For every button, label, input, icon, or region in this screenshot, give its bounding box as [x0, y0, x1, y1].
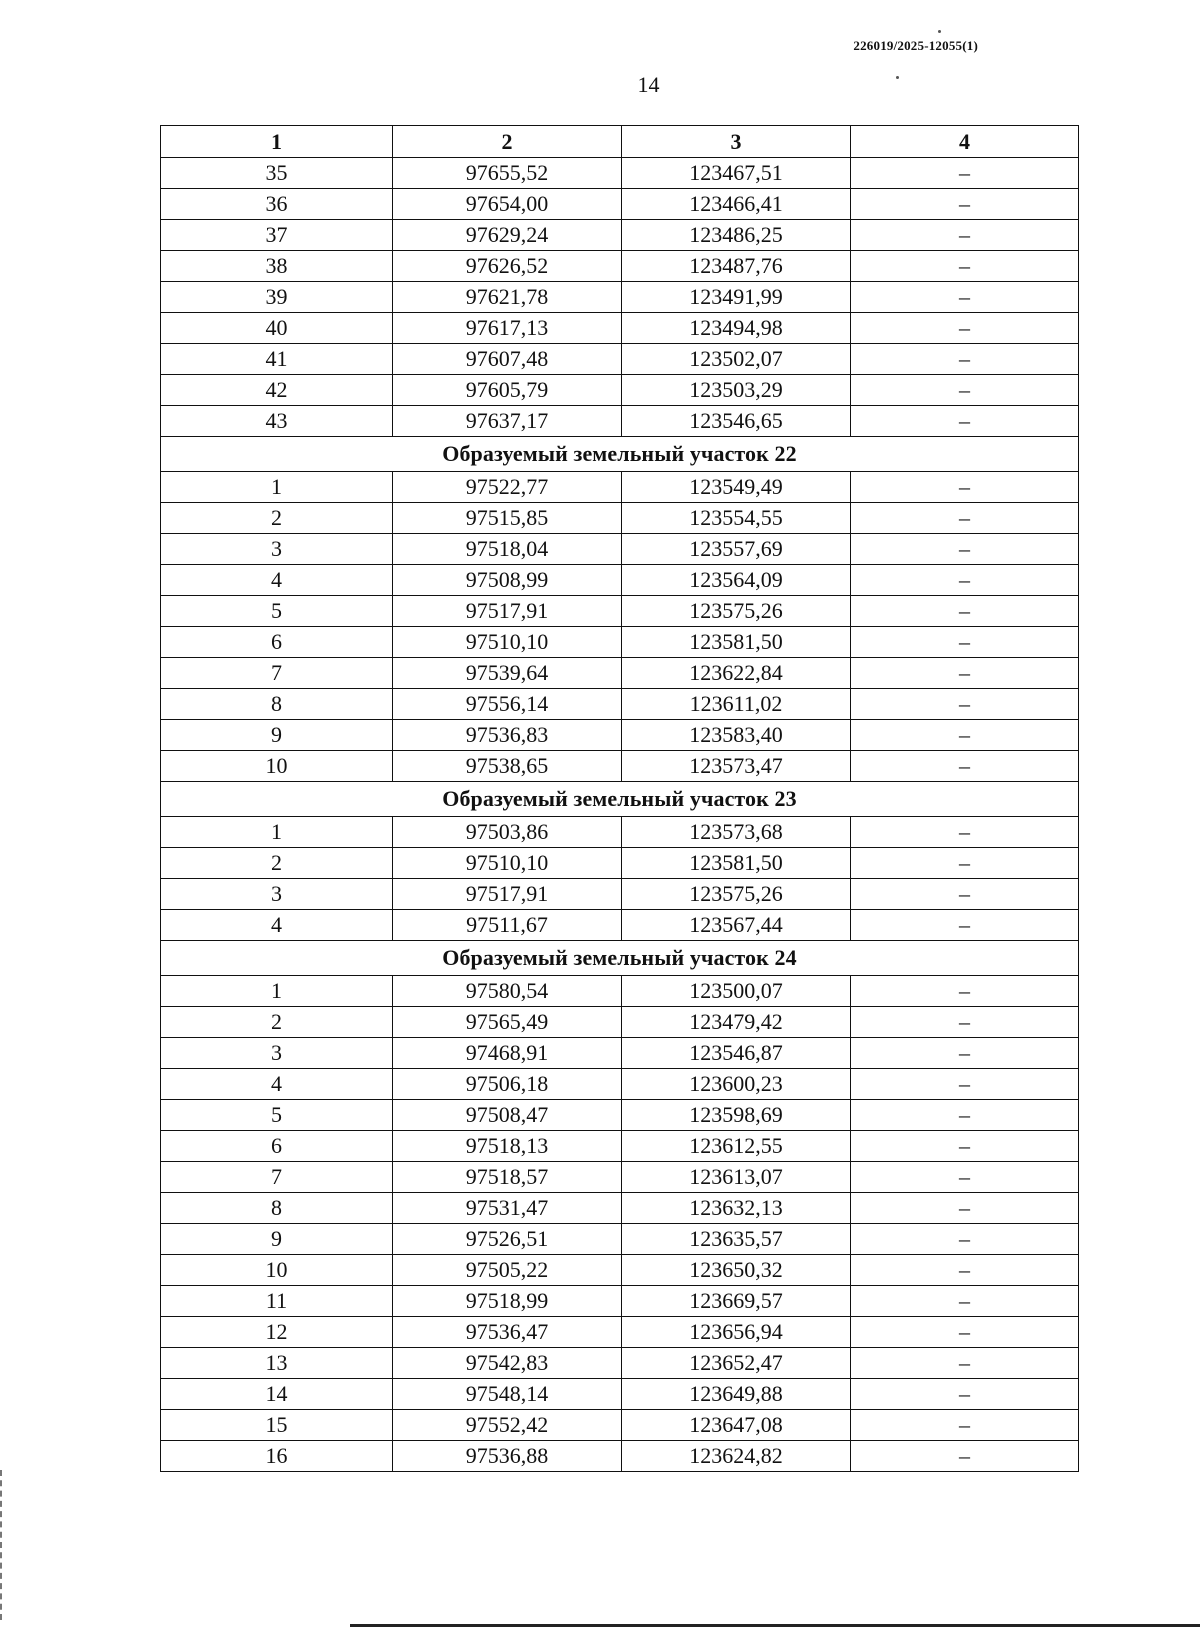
- note-cell: –: [851, 1286, 1079, 1317]
- y-coordinate-cell: 123647,08: [622, 1410, 851, 1441]
- x-coordinate-cell: 97518,04: [393, 534, 622, 565]
- table-row: [161, 817, 1079, 848]
- point-number-cell: 3: [161, 879, 393, 910]
- note-cell: –: [851, 406, 1079, 437]
- x-coordinate-cell: 97526,51: [393, 1224, 622, 1255]
- table-row: [161, 1069, 1079, 1100]
- table-row: [161, 1255, 1079, 1286]
- header-row: [161, 126, 1079, 158]
- note-cell: –: [851, 472, 1079, 503]
- section-title-row: [161, 782, 1079, 817]
- document-registration-number: 226019/2025-12055(1): [853, 38, 978, 53]
- table-row: [161, 1410, 1079, 1441]
- point-number-cell: 1: [161, 976, 393, 1007]
- point-number-cell: 4: [161, 1069, 393, 1100]
- table-row: [161, 1224, 1079, 1255]
- table-row: [161, 1131, 1079, 1162]
- y-coordinate-cell: 123546,65: [622, 406, 851, 437]
- x-coordinate-cell: 97531,47: [393, 1193, 622, 1224]
- x-coordinate-cell: 97505,22: [393, 1255, 622, 1286]
- y-coordinate-cell: 123487,76: [622, 251, 851, 282]
- y-coordinate-cell: 123622,84: [622, 658, 851, 689]
- x-coordinate-cell: 97536,83: [393, 720, 622, 751]
- table-row: [161, 1100, 1079, 1131]
- y-coordinate-cell: 123669,57: [622, 1286, 851, 1317]
- point-number-cell: 3: [161, 1038, 393, 1069]
- note-cell: –: [851, 1317, 1079, 1348]
- table-row: [161, 503, 1079, 534]
- note-cell: –: [851, 910, 1079, 941]
- note-cell: –: [851, 1162, 1079, 1193]
- x-coordinate-cell: 97508,99: [393, 565, 622, 596]
- x-coordinate-cell: 97510,10: [393, 627, 622, 658]
- y-coordinate-cell: 123652,47: [622, 1348, 851, 1379]
- table-row: [161, 658, 1079, 689]
- point-number-cell: 15: [161, 1410, 393, 1441]
- point-number-cell: 5: [161, 1100, 393, 1131]
- table-row: [161, 313, 1079, 344]
- table-row: [161, 848, 1079, 879]
- x-coordinate-cell: 97629,24: [393, 220, 622, 251]
- y-coordinate-cell: 123503,29: [622, 375, 851, 406]
- point-number-cell: 37: [161, 220, 393, 251]
- x-coordinate-cell: 97518,13: [393, 1131, 622, 1162]
- table-row: [161, 1193, 1079, 1224]
- note-cell: –: [851, 1131, 1079, 1162]
- note-cell: –: [851, 1007, 1079, 1038]
- table-row: [161, 910, 1079, 941]
- table-row: [161, 344, 1079, 375]
- section-title-row: [161, 437, 1079, 472]
- note-cell: –: [851, 658, 1079, 689]
- y-coordinate-cell: 123549,49: [622, 472, 851, 503]
- point-number-cell: 5: [161, 596, 393, 627]
- table-row: [161, 1379, 1079, 1410]
- point-number-cell: 43: [161, 406, 393, 437]
- note-cell: –: [851, 282, 1079, 313]
- note-cell: –: [851, 879, 1079, 910]
- table-row: [161, 189, 1079, 220]
- y-coordinate-cell: 123635,57: [622, 1224, 851, 1255]
- x-coordinate-cell: 97506,18: [393, 1069, 622, 1100]
- note-cell: –: [851, 1441, 1079, 1472]
- x-coordinate-cell: 97517,91: [393, 879, 622, 910]
- note-cell: –: [851, 627, 1079, 658]
- table-row: [161, 1348, 1079, 1379]
- note-cell: –: [851, 344, 1079, 375]
- y-coordinate-cell: 123650,32: [622, 1255, 851, 1286]
- y-coordinate-cell: 123612,55: [622, 1131, 851, 1162]
- note-cell: –: [851, 1069, 1079, 1100]
- column-header-2: 2: [393, 126, 622, 158]
- y-coordinate-cell: 123502,07: [622, 344, 851, 375]
- note-cell: –: [851, 1224, 1079, 1255]
- y-coordinate-cell: 123494,98: [622, 313, 851, 344]
- point-number-cell: 1: [161, 817, 393, 848]
- y-coordinate-cell: 123557,69: [622, 534, 851, 565]
- point-number-cell: 39: [161, 282, 393, 313]
- y-coordinate-cell: 123564,09: [622, 565, 851, 596]
- scan-left-edge: [0, 1470, 4, 1620]
- scan-bottom-rule: [350, 1624, 1200, 1627]
- x-coordinate-cell: 97508,47: [393, 1100, 622, 1131]
- x-coordinate-cell: 97552,42: [393, 1410, 622, 1441]
- note-cell: –: [851, 976, 1079, 1007]
- table-row: [161, 406, 1079, 437]
- point-number-cell: 2: [161, 1007, 393, 1038]
- y-coordinate-cell: 123575,26: [622, 879, 851, 910]
- table-row: [161, 720, 1079, 751]
- table-row: [161, 976, 1079, 1007]
- note-cell: –: [851, 251, 1079, 282]
- point-number-cell: 10: [161, 751, 393, 782]
- y-coordinate-cell: 123554,55: [622, 503, 851, 534]
- point-number-cell: 35: [161, 158, 393, 189]
- point-number-cell: 36: [161, 189, 393, 220]
- y-coordinate-cell: 123466,41: [622, 189, 851, 220]
- point-number-cell: 12: [161, 1317, 393, 1348]
- section-title: Образуемый земельный участок 24: [161, 941, 1079, 976]
- y-coordinate-cell: 123567,44: [622, 910, 851, 941]
- y-coordinate-cell: 123656,94: [622, 1317, 851, 1348]
- table-row: [161, 689, 1079, 720]
- x-coordinate-cell: 97522,77: [393, 472, 622, 503]
- y-coordinate-cell: 123467,51: [622, 158, 851, 189]
- point-number-cell: 14: [161, 1379, 393, 1410]
- page-number: 14: [637, 72, 660, 97]
- table-row: [161, 1441, 1079, 1472]
- point-number-cell: 42: [161, 375, 393, 406]
- point-number-cell: 6: [161, 627, 393, 658]
- x-coordinate-cell: 97536,47: [393, 1317, 622, 1348]
- x-coordinate-cell: 97503,86: [393, 817, 622, 848]
- point-number-cell: 8: [161, 1193, 393, 1224]
- x-coordinate-cell: 97538,65: [393, 751, 622, 782]
- table-row: [161, 1038, 1079, 1069]
- note-cell: –: [851, 220, 1079, 251]
- column-header-4: 4: [851, 126, 1079, 158]
- x-coordinate-cell: 97617,13: [393, 313, 622, 344]
- table-header: [161, 126, 1079, 158]
- note-cell: –: [851, 1410, 1079, 1441]
- y-coordinate-cell: 123611,02: [622, 689, 851, 720]
- note-cell: –: [851, 817, 1079, 848]
- point-number-cell: 11: [161, 1286, 393, 1317]
- x-coordinate-cell: 97539,64: [393, 658, 622, 689]
- note-cell: –: [851, 1038, 1079, 1069]
- x-coordinate-cell: 97621,78: [393, 282, 622, 313]
- x-coordinate-cell: 97580,54: [393, 976, 622, 1007]
- x-coordinate-cell: 97654,00: [393, 189, 622, 220]
- y-coordinate-cell: 123486,25: [622, 220, 851, 251]
- note-cell: –: [851, 751, 1079, 782]
- table-row: [161, 282, 1079, 313]
- scan-speck: [896, 76, 899, 79]
- table-body: [161, 158, 1079, 1472]
- scan-speck: [938, 30, 941, 33]
- x-coordinate-cell: 97637,17: [393, 406, 622, 437]
- table-row: [161, 1317, 1079, 1348]
- x-coordinate-cell: 97655,52: [393, 158, 622, 189]
- y-coordinate-cell: 123598,69: [622, 1100, 851, 1131]
- point-number-cell: 4: [161, 910, 393, 941]
- note-cell: –: [851, 503, 1079, 534]
- note-cell: –: [851, 596, 1079, 627]
- point-number-cell: 41: [161, 344, 393, 375]
- x-coordinate-cell: 97518,57: [393, 1162, 622, 1193]
- note-cell: –: [851, 158, 1079, 189]
- y-coordinate-cell: 123573,68: [622, 817, 851, 848]
- note-cell: –: [851, 689, 1079, 720]
- table-row: [161, 1007, 1079, 1038]
- point-number-cell: 9: [161, 720, 393, 751]
- y-coordinate-cell: 123479,42: [622, 1007, 851, 1038]
- y-coordinate-cell: 123600,23: [622, 1069, 851, 1100]
- y-coordinate-cell: 123575,26: [622, 596, 851, 627]
- note-cell: –: [851, 1379, 1079, 1410]
- coordinates-table: [160, 125, 1079, 1472]
- point-number-cell: 8: [161, 689, 393, 720]
- note-cell: –: [851, 565, 1079, 596]
- note-cell: –: [851, 1193, 1079, 1224]
- x-coordinate-cell: 97605,79: [393, 375, 622, 406]
- point-number-cell: 2: [161, 503, 393, 534]
- y-coordinate-cell: 123624,82: [622, 1441, 851, 1472]
- point-number-cell: 38: [161, 251, 393, 282]
- table-row: [161, 534, 1079, 565]
- table-row: [161, 158, 1079, 189]
- point-number-cell: 7: [161, 658, 393, 689]
- note-cell: –: [851, 720, 1079, 751]
- note-cell: –: [851, 1100, 1079, 1131]
- point-number-cell: 1: [161, 472, 393, 503]
- section-title: Образуемый земельный участок 22: [161, 437, 1079, 472]
- y-coordinate-cell: 123491,99: [622, 282, 851, 313]
- x-coordinate-cell: 97607,48: [393, 344, 622, 375]
- x-coordinate-cell: 97536,88: [393, 1441, 622, 1472]
- y-coordinate-cell: 123613,07: [622, 1162, 851, 1193]
- point-number-cell: 3: [161, 534, 393, 565]
- point-number-cell: 40: [161, 313, 393, 344]
- x-coordinate-cell: 97626,52: [393, 251, 622, 282]
- x-coordinate-cell: 97468,91: [393, 1038, 622, 1069]
- note-cell: –: [851, 534, 1079, 565]
- note-cell: –: [851, 375, 1079, 406]
- note-cell: –: [851, 313, 1079, 344]
- table-row: [161, 627, 1079, 658]
- x-coordinate-cell: 97518,99: [393, 1286, 622, 1317]
- table-row: [161, 751, 1079, 782]
- table-row: [161, 565, 1079, 596]
- section-title-row: [161, 941, 1079, 976]
- point-number-cell: 13: [161, 1348, 393, 1379]
- x-coordinate-cell: 97565,49: [393, 1007, 622, 1038]
- x-coordinate-cell: 97517,91: [393, 596, 622, 627]
- table-row: [161, 472, 1079, 503]
- y-coordinate-cell: 123500,07: [622, 976, 851, 1007]
- note-cell: –: [851, 1255, 1079, 1286]
- x-coordinate-cell: 97542,83: [393, 1348, 622, 1379]
- point-number-cell: 4: [161, 565, 393, 596]
- table-row: [161, 251, 1079, 282]
- y-coordinate-cell: 123632,13: [622, 1193, 851, 1224]
- note-cell: –: [851, 1348, 1079, 1379]
- point-number-cell: 16: [161, 1441, 393, 1472]
- column-header-3: 3: [622, 126, 851, 158]
- column-header-1: 1: [161, 126, 393, 158]
- point-number-cell: 2: [161, 848, 393, 879]
- point-number-cell: 6: [161, 1131, 393, 1162]
- x-coordinate-cell: 97548,14: [393, 1379, 622, 1410]
- y-coordinate-cell: 123649,88: [622, 1379, 851, 1410]
- y-coordinate-cell: 123546,87: [622, 1038, 851, 1069]
- section-title: Образуемый земельный участок 23: [161, 782, 1079, 817]
- x-coordinate-cell: 97556,14: [393, 689, 622, 720]
- table-row: [161, 220, 1079, 251]
- table-row: [161, 1162, 1079, 1193]
- x-coordinate-cell: 97510,10: [393, 848, 622, 879]
- y-coordinate-cell: 123581,50: [622, 848, 851, 879]
- y-coordinate-cell: 123583,40: [622, 720, 851, 751]
- x-coordinate-cell: 97515,85: [393, 503, 622, 534]
- y-coordinate-cell: 123581,50: [622, 627, 851, 658]
- x-coordinate-cell: 97511,67: [393, 910, 622, 941]
- note-cell: –: [851, 189, 1079, 220]
- note-cell: –: [851, 848, 1079, 879]
- table-row: [161, 596, 1079, 627]
- table-row: [161, 1286, 1079, 1317]
- point-number-cell: 7: [161, 1162, 393, 1193]
- y-coordinate-cell: 123573,47: [622, 751, 851, 782]
- point-number-cell: 9: [161, 1224, 393, 1255]
- table-row: [161, 879, 1079, 910]
- table-row: [161, 375, 1079, 406]
- point-number-cell: 10: [161, 1255, 393, 1286]
